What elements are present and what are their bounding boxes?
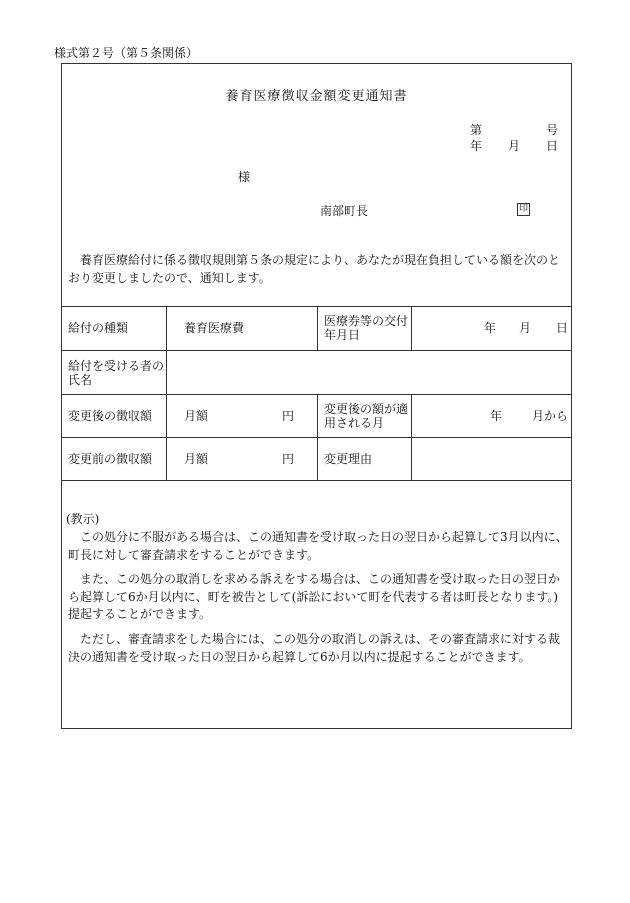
after-applied-year: 年 [490, 409, 503, 423]
table-column-border [317, 306, 318, 350]
instruction-paragraph-1: この処分に不服がある場合は、この通知書を受け取った日の翌日から起算して3月以内に、町長に対して審査請求をすることができます。 [68, 530, 568, 562]
table-column-border [411, 306, 412, 350]
seal-stamp-mark: 印 [518, 204, 528, 214]
table-column-border [317, 394, 318, 480]
instruction-paragraph-3: ただし、審査請求をした場合には、この処分の取消しの訴えは、その審査請求に対する裁決の通知書を受け取った日の翌日から起算して6か月以内に提起することができます。 [68, 632, 561, 664]
table-column-border [411, 394, 412, 480]
issue-date-label: 医療券等の交付年月日 [324, 314, 409, 342]
table-column-border [166, 306, 167, 480]
doc-number-go: 号 [546, 123, 559, 137]
benefit-type-label: 給付の種類 [68, 321, 129, 335]
document-title: 養育医療徴収金額変更通知書 [225, 89, 408, 104]
date-day: 日 [546, 139, 559, 153]
after-amount-monthly: 月額 [184, 409, 209, 423]
issue-date-day: 日 [556, 321, 569, 335]
table-bottom-border [62, 480, 571, 481]
before-amount-yen: 円 [282, 452, 295, 466]
notice-form-frame [61, 63, 572, 729]
recipient-name-label: 給付を受ける者の氏名 [68, 359, 165, 387]
after-amount-yen: 円 [282, 409, 295, 423]
instruction-heading: (教示) [66, 512, 100, 526]
addressee-suffix: 様 [238, 170, 251, 184]
intro-paragraph: 養育医療給付に係る徴収規則第５条の規定により、あなたが現在負担している額を次のとおり変更しましたので、通知します。 [68, 253, 561, 285]
after-applied-month-label: 変更後の額が適用される月 [324, 402, 409, 430]
table-row-border [62, 350, 571, 351]
issue-date-year: 年 [484, 321, 497, 335]
issuer-name: 南部町長 [320, 204, 369, 218]
instruction-paragraph-2: また、この処分の取消しを求める訴えをする場合は、この通知書を受け取った日の翌日から起算して6か月以内に、町を被告として(訴訟において町を代表する者は町長となります。)提起することができます。 [68, 572, 561, 621]
doc-number-dai: 第 [470, 123, 483, 137]
before-amount-label: 変更前の徴収額 [68, 452, 153, 466]
after-applied-month-from: 月から [532, 409, 569, 423]
change-reason-label: 変更理由 [324, 452, 373, 466]
form-number-label: 様式第２号（第５条関係） [54, 46, 199, 60]
before-amount-monthly: 月額 [184, 452, 209, 466]
date-year: 年 [470, 139, 483, 153]
benefit-type-value: 養育医療費 [184, 321, 245, 335]
date-month: 月 [508, 139, 521, 153]
after-amount-label: 変更後の徴収額 [68, 409, 153, 423]
issue-date-month: 月 [519, 321, 532, 335]
